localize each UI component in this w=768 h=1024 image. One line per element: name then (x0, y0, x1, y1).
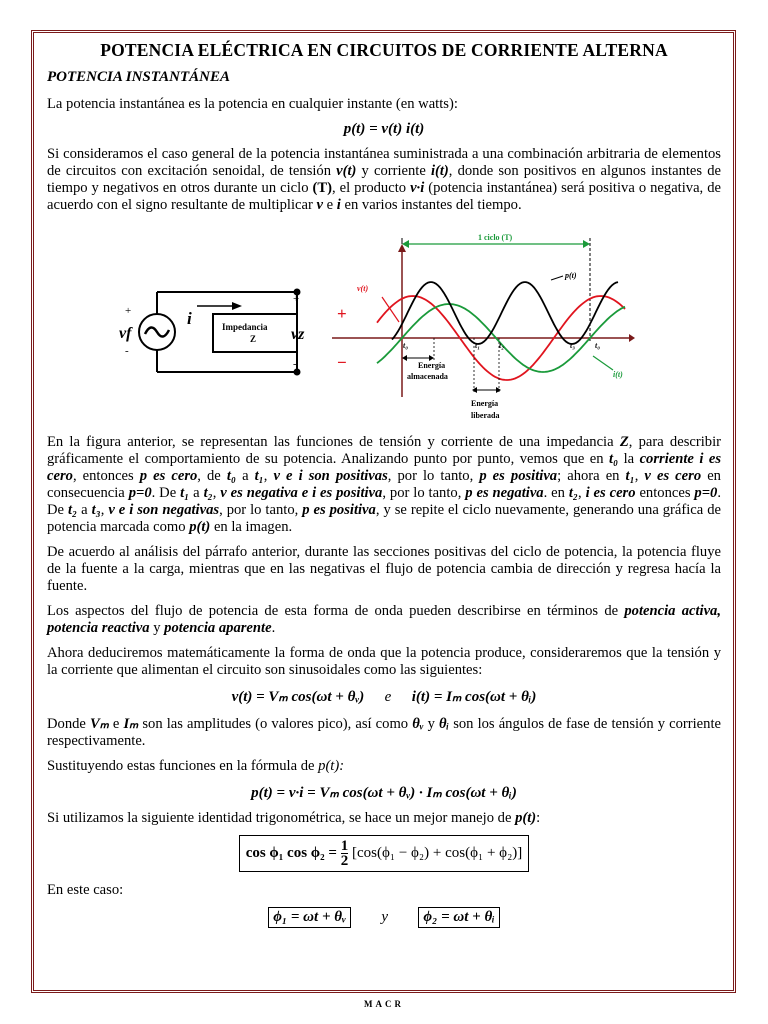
stored-label-2: almacenada (407, 372, 448, 381)
figure-svg (47, 222, 721, 428)
graph-plus: + (337, 304, 347, 323)
impedance-box (213, 314, 297, 352)
impedance-label-1: Impedancia (222, 322, 268, 332)
paragraph-7: Donde Vₘ e Iₘ son las amplitudes (o valores pico), así como θᵥ y θᵢ son los ángulos de fase de tensión y corriente respectivamente. (47, 716, 721, 749)
paragraph-8: Sustituyendo estas funciones en la fórmula de p(t): (47, 758, 345, 774)
waveform-graph (332, 238, 635, 397)
current-label: i (187, 309, 192, 328)
released-label-1: Energía (471, 399, 499, 408)
paragraph-6: Ahora deduciremos matemáticamente la forma de onda que la potencia produce, consideraremos que la tensión y la corriente que alimentan el circuito son sinusoidales como las siguientes: (47, 645, 721, 678)
minus-right: - (293, 358, 297, 370)
t0-label: t₀ (403, 341, 409, 350)
minus-left: - (125, 345, 129, 357)
formula-instant-power: p(t) = v(t) i(t) (343, 121, 425, 137)
source-label: vf (119, 325, 132, 342)
t0b-label: t₀ (595, 341, 601, 350)
t2-label: t₂ (499, 341, 505, 350)
t3-label: t₃ (570, 341, 576, 350)
plus-right: + (293, 293, 300, 305)
trig-identity: cos ϕ₁ cos ϕ₂ = $\frac{1}{2}$ [cos(ϕ₁ − ϕ₂) + cos(ϕ₁ + ϕ₂)] (239, 835, 530, 872)
paragraph-10: En este caso: (47, 882, 124, 898)
t1-label: t₁ (475, 341, 481, 350)
plus-left: + (125, 305, 132, 317)
it-label: i(t) (613, 370, 623, 379)
paragraph-4: De acuerdo al análisis del párrafo anterior, durante las secciones positivas del ciclo de potencia, la potencia fluye de la fuente a la carga, mientras que en las negativas el flujo de potencia cambia de dirección y regresa hacía la fuente. (47, 544, 721, 594)
stored-label-1: Energía (418, 361, 446, 370)
phi-definitions: ϕ₁ = ωt + θᵥ y ϕ₂ = ωt + θᵢ (47, 907, 721, 928)
document-page (47, 40, 721, 938)
pt-label: p(t) (565, 271, 577, 280)
figure (47, 222, 721, 428)
footer-initials: MACR (364, 999, 404, 1009)
paragraph-2: Si consideramos el caso general de la potencia instantánea suministrada a una combinación arbitraria de elementos de circuitos con excitación senoidal, de tensión v(t) y corriente i(t), donde son positivos en algunos instantes de tiempo y negativos en otros durante un ciclo (T), el producto v·i (potencia instantánea) será positiva o negativa, de acuerdo con el signo resultante de multiplicar v e i en varios instantes del tiempo. (47, 146, 721, 213)
impedance-label-2: Z (250, 334, 257, 344)
identity-box-wrap (47, 835, 721, 872)
formula-sinusoids: v(t) = Vₘ cos(ωt + θᵥ) e i(t) = Iₘ cos(ωt + θᵢ) (231, 689, 537, 705)
paragraph-1: La potencia instantánea es la potencia en cualquier instante (en watts): (47, 96, 458, 112)
cycle-label: 1 ciclo (T) (478, 233, 513, 242)
paragraph-3: En la figura anterior, se representan las funciones de tensión y corriente de una impedancia Z, para describir gráficamente el comportamiento de su potencia. Analizando punto por punto, vemos que en t₀ la corriente i es cero, entonces p es cero, de t₀ a t₁, v e i son positivas, por lo tanto, p es positiva; ahora en t₁, v es cero en consecuencia p=0. De t₁ a t₂, v es negativa e i es positiva, por lo tanto, p es negativa. en t₂, i es cero entonces p=0. De t₂ a t₃, v e i son negativas, por lo tanto, p es positiva, y se repite el ciclo nuevamente, generando una gráfica de potencia marcada como p(t) en la imagen. (47, 434, 722, 535)
paragraph-5: Los aspectos del flujo de potencia de esta forma de onda pueden describirse en términos de potencia activa, potencia reactiva y potencia aparente. (47, 603, 722, 636)
section-heading: POTENCIA INSTANTÁNEA (47, 69, 230, 85)
vt-label: v(t) (357, 284, 369, 293)
vz-label: vz (291, 326, 305, 343)
released-label-2: liberada (471, 411, 500, 420)
formula-product: p(t) = v·i = Vₘ cos(ωt + θᵥ) · Iₘ cos(ωt + θᵢ) (251, 785, 517, 801)
graph-minus: − (337, 353, 347, 372)
document-title: POTENCIA ELÉCTRICA EN CIRCUITOS DE CORRIENTE ALTERNA (100, 40, 668, 60)
paragraph-9: Si utilizamos la siguiente identidad trigonométrica, se hace un mejor manejo de p(t): (47, 810, 541, 826)
circuit-diagram (139, 290, 300, 375)
